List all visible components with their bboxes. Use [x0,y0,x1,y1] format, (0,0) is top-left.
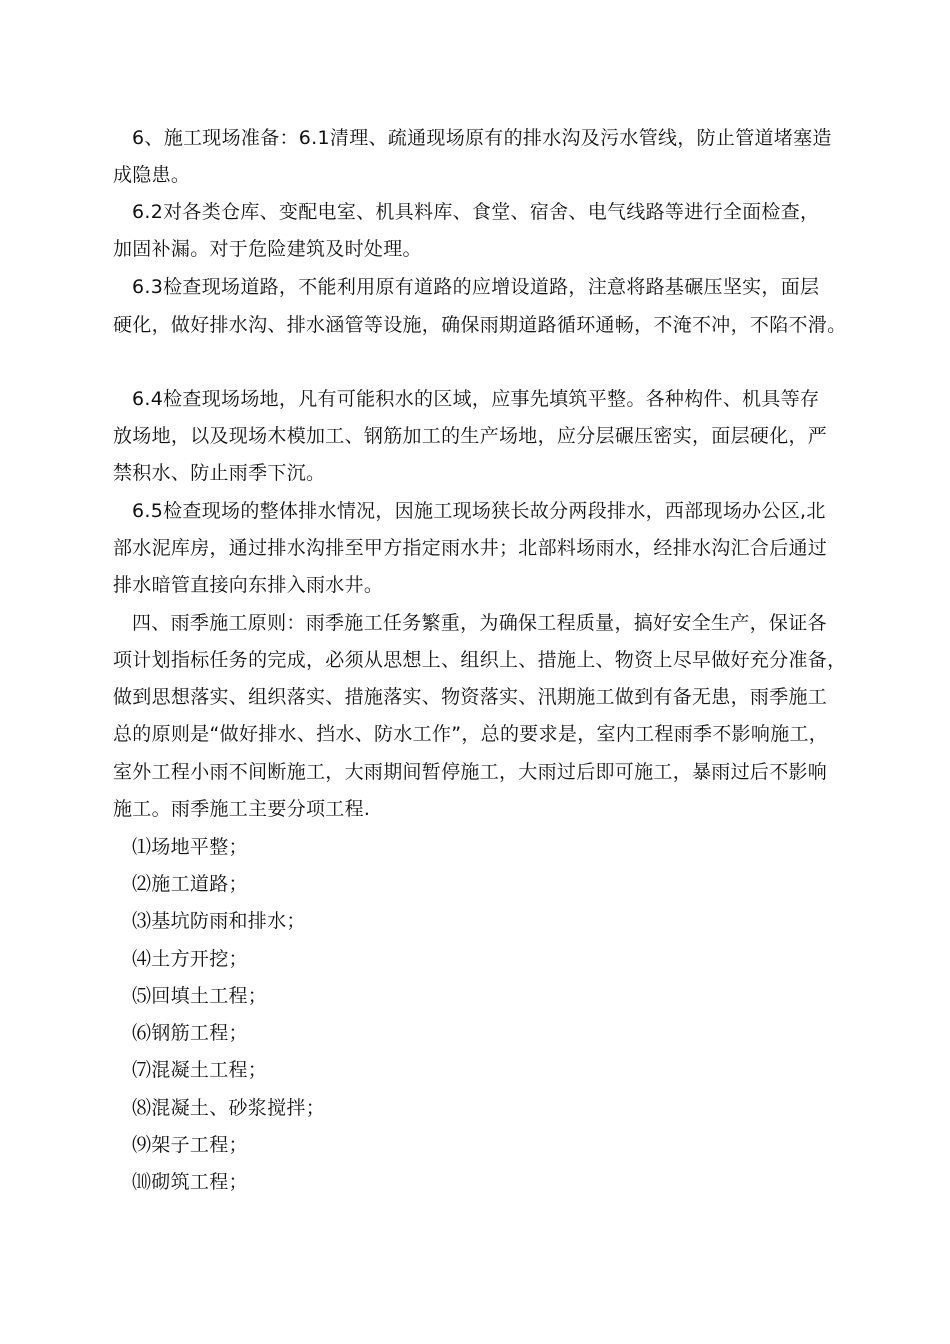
list-item: ⑶基坑防雨和排水； [132,910,306,932]
list-item: ⑷土方开挖； [132,948,248,970]
text-line: 6.4检查现场场地，凡有可能积水的区域，应事先填筑平整。各种构件、机具等存 [132,388,820,410]
text-line: 室外工程小雨不间断施工，大雨期间暂停施工，大雨过后即可施工，暴雨过后不影响 [113,761,828,783]
text-line: 做到思想落实、组织落实、措施落实、物资落实、汛期施工做到有备无患，雨季施工 [113,686,828,708]
list-item: ⑽砌筑工程； [132,1171,248,1193]
list-item: ⑻混凝土、砂浆搅拌； [132,1097,326,1119]
text-line: 排水暗管直接向东排入雨水井。 [113,574,384,596]
list-item: ⑺混凝土工程； [132,1059,268,1081]
text-line: 部水泥库房，通过排水沟排至甲方指定雨水井；北部料场雨水，经排水沟汇合后通过 [113,537,828,559]
text-line: 项计划指标任务的完成，必须从思想上、组织上、措施上、物资上尽早做好充分准备， [113,649,847,671]
text-line: 6.3检查现场道路，不能利用原有道路的应增设道路，注意将路基碾压坚实，面层 [132,276,820,298]
text-line: 放场地，以及现场木模加工、钢筋加工的生产场地，应分层碾压密实，面层硬化，严 [113,425,828,447]
list-item: ⑸回填土工程； [132,985,268,1007]
text-line: 硬化，做好排水沟、排水涵管等设施，确保雨期道路循环通畅，不淹不冲，不陷不滑。 [113,314,847,336]
list-item: ⑹钢筋工程； [132,1022,248,1044]
text-line: 总的原则是“做好排水、挡水、防水工作”，总的要求是，室内工程雨季不影响施工， [113,723,829,745]
text-line: 四、雨季施工原则：雨季施工任务繁重，为确保工程质量，搞好安全生产，保证各 [132,612,827,634]
list-item: ⑼架子工程； [132,1134,248,1156]
text-line: 6、施工现场准备：6.1清理、疏通现场原有的排水沟及污水管线，防止管道堵塞造 [132,127,832,149]
list-item: ⑴场地平整； [132,836,248,858]
text-line: 禁积水、防止雨季下沉。 [113,462,326,484]
text-line: 6.2对各类仓库、变配电室、机具料库、食堂、宿舍、电气线路等进行全面检查， [132,201,820,223]
text-line: 加固补漏。对于危险建筑及时处理。 [113,238,422,260]
list-item: ⑵施工道路； [132,873,248,895]
text-line: 施工。雨季施工主要分项工程. [113,798,371,820]
text-line: 成隐患。 [113,164,191,186]
text-line: 6.5检查现场的整体排水情况，因施工现场狭长故分两段排水，西部现场办公区,北 [132,500,826,522]
